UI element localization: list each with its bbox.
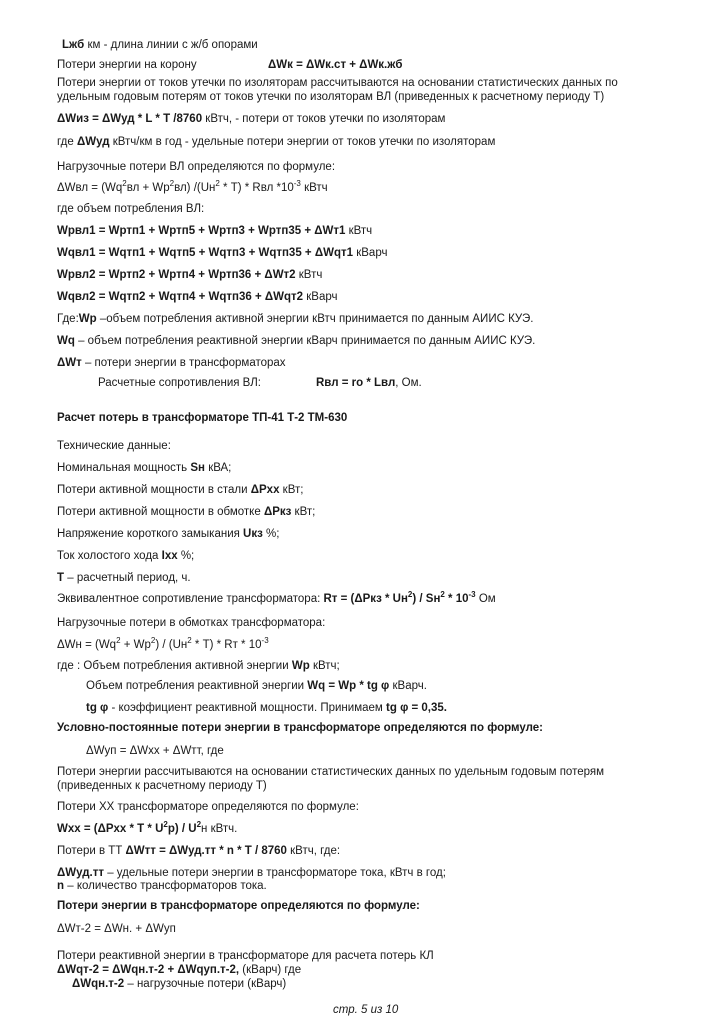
text-bold-segment: ΔWqт2 [264, 291, 304, 303]
formula-part: Rт = (ΔPкз * Uн [323, 593, 408, 605]
formula-sup: 2 [150, 636, 156, 645]
text-line [57, 246, 387, 260]
text-bold-segment: Wq [57, 335, 75, 347]
formula-winding-losses [57, 638, 269, 652]
text-segment: кВарч [353, 247, 388, 259]
formula-part: ΔWвл = (Wq [57, 182, 123, 194]
text-bold-segment: n [57, 880, 65, 892]
text-bold-segment: Wqвл2 = Wqтп2 + Wqтп4 + Wqтп36 + [57, 291, 265, 303]
text-segment: – удельные потери энергии в трансформаторе тока, кВтч в год; [104, 867, 446, 879]
text-segment: удельным годовым потерям от токов утечки по изоляторам ВЛ (приведенных к расчетному периоду Т) [57, 91, 605, 103]
formula-sup: -3 [261, 636, 269, 645]
text-bold-segment: ΔPхх [250, 484, 280, 496]
formula-sup: 2 [440, 590, 445, 599]
text-segment: Нагрузочные потери ВЛ определяются по формуле: [57, 161, 336, 173]
text-line [57, 483, 303, 497]
text-bold-segment: ΔWк = ΔWк.ст + ΔWк.жб [268, 59, 403, 71]
formula-sup: -3 [293, 179, 301, 188]
text-bold-segment: Т [57, 572, 65, 584]
formula-part: ) / Sн [412, 593, 441, 605]
text-line [57, 356, 286, 370]
text-segment: Потери энергии рассчитываются на основании статистических данных по удельным годовым потерям [57, 766, 604, 778]
text-segment: км - длина линии с ж/б опорами [84, 39, 258, 51]
text-line [57, 571, 191, 585]
text-segment: Потери ХХ трансформаторе определяются по формуле: [57, 801, 359, 813]
page-footer: стр. 5 из 10 [333, 1004, 399, 1016]
text-line [57, 224, 372, 238]
text-line [57, 922, 176, 936]
text-segment: кВтч [345, 225, 373, 237]
text-segment: кВтч; [309, 660, 340, 672]
text-bold-segment: Расчет потерь в трансформаторе ТП-41 Т-2 ТМ-630 [57, 412, 348, 424]
text-line [57, 135, 495, 149]
text-line [57, 334, 535, 348]
formula-sup: 2 [122, 179, 127, 188]
text-segment: Потери реактивной энергии в трансформаторе для расчета потерь КЛ [57, 950, 434, 962]
text-bold-segment: ΔWиз = ΔWуд * L * Т /8760 [57, 113, 203, 125]
text-line [57, 505, 315, 519]
text-segment: %; [177, 550, 195, 562]
formula-sup: 2 [169, 179, 175, 188]
formula-sup: 2 [196, 820, 202, 829]
formula-part: * 10 [444, 593, 469, 605]
formula-part: р) / U [167, 823, 197, 835]
text-bold-segment: Wрвл2 = Wртп2 + Wртп4 + Wртп36 + [57, 269, 265, 281]
text-segment: Объем потребления реактивной энергии [86, 680, 308, 692]
text-segment: Потери активной мощности в обмотке [57, 506, 264, 518]
text-line [57, 659, 340, 673]
text-segment: где объем потребления ВЛ: [57, 203, 205, 215]
text-segment: Потери энергии от токов утечки по изоляторам рассчитываются на основании статистических данных по [57, 77, 618, 89]
text-line [57, 616, 325, 630]
text-line [57, 866, 446, 880]
text-segment: , где [200, 745, 224, 757]
text-segment: кВтч/км в год - удельные потери энергии от токов утечки по изоляторам [109, 136, 496, 148]
formula-label: Эквивалентное сопротивление трансформатора: [57, 593, 324, 605]
text-segment: Где: [57, 313, 79, 325]
text-line [57, 112, 445, 126]
formula-no-load-losses [57, 822, 237, 836]
text-line [98, 376, 261, 390]
text-segment: где : Объем потребления активной энергии [57, 660, 292, 672]
text-bold-segment: tg φ [86, 702, 109, 714]
text-bold-segment: ΔWт2 [264, 269, 296, 281]
text-bold-segment: ΔWуд.тт [57, 867, 104, 879]
text-segment: – количество трансформаторов тока. [64, 880, 267, 892]
text-line [86, 701, 447, 715]
formula-part: Wхх [57, 823, 81, 835]
text-line [57, 58, 197, 72]
text-segment: кВА; [205, 462, 232, 474]
text-segment: ΔWт-2 = ΔWн. + ΔWуп [57, 923, 176, 935]
formula-part: * Т) * Rвл *10 [219, 182, 294, 194]
text-line [86, 744, 224, 758]
formula-sup: 2 [116, 636, 121, 645]
text-bold-segment: ΔWqн.т-2 [72, 978, 125, 990]
text-line [57, 268, 322, 282]
text-bold-segment: ΔWт1 [314, 225, 346, 237]
text-line [86, 679, 427, 693]
text-segment: – нагрузочные потери (кВарч) [124, 978, 287, 990]
formula-part: ) / (Uн [155, 639, 188, 651]
text-line [57, 411, 347, 425]
formula-part: вл + Wр [126, 182, 170, 194]
formula-part: = (ΔPхх * Т * U [80, 823, 164, 835]
text-line [57, 202, 204, 216]
text-segment: – объем потребления реактивной энергии кВарч принимается по данным АИИС КУЭ. [74, 335, 536, 347]
text-bold-segment: ΔPкз [263, 506, 292, 518]
formula-equivalent-resistance [57, 592, 496, 606]
text-segment: ΔWуп = ΔWхх + ΔWтт [86, 745, 201, 757]
text-segment: –объем потребления активной энергии кВтч принимается по данным АИИС КУЭ. [96, 313, 534, 325]
text-segment: - коэффициент реактивной мощности. Принимаем [108, 702, 387, 714]
formula-part: н кВтч. [201, 823, 238, 835]
formula-unit: кВтч [300, 182, 328, 194]
formula-part: ΔWн = (Wq [57, 639, 117, 651]
text-segment: кВарч [303, 291, 338, 303]
text-segment: Ток холостого хода [57, 550, 162, 562]
text-bold-segment: Sн [190, 462, 205, 474]
text-bold-segment: Rвл = ro * Lвл [316, 377, 396, 389]
text-line [57, 949, 434, 963]
text-line [57, 461, 231, 475]
text-bold-segment: Wр [291, 660, 310, 672]
text-bold-segment: Uкз [243, 528, 263, 540]
text-segment: кВтч, где: [286, 845, 341, 857]
text-segment: Технические данные: [57, 440, 171, 452]
text-bold-segment: ΔWт [57, 357, 82, 369]
text-bold-segment: ΔWqт1 [314, 247, 354, 259]
text-line [57, 800, 359, 814]
text-segment: Потери активной мощности в стали [57, 484, 251, 496]
formula-vl-losses [57, 181, 328, 195]
text-segment: (приведенных к расчетному периоду Т) [57, 780, 267, 792]
text-line [57, 439, 171, 453]
text-line [268, 58, 403, 72]
text-line [57, 765, 604, 779]
formula-sup: 2 [407, 590, 413, 599]
text-line [57, 527, 279, 541]
text-segment: – расчетный период, ч. [64, 572, 191, 584]
text-segment: (кВарч) где [239, 964, 302, 976]
text-bold-segment: Потери энергии в трансформаторе определяются по формуле: [57, 900, 420, 912]
text-line [57, 90, 604, 104]
text-segment: Потери в ТТ [57, 845, 126, 857]
text-segment: %; [262, 528, 280, 540]
text-segment: Номинальная мощность [57, 462, 191, 474]
text-line [57, 879, 267, 893]
text-line [72, 977, 286, 991]
text-bold-segment: Iхх [161, 550, 178, 562]
text-line [57, 549, 194, 563]
text-line [57, 76, 618, 90]
text-segment: кВт; [279, 484, 304, 496]
formula-sup: -3 [468, 590, 476, 599]
text-segment: – потери энергии в трансформаторах [81, 357, 286, 369]
text-line [57, 899, 420, 913]
text-bold-segment: Wрвл1 = Wртп1 + Wртп5 + Wртп3 + Wртп35 + [57, 225, 315, 237]
text-line [57, 160, 335, 174]
text-segment: Нагрузочные потери в обмотках трансформатора: [57, 617, 326, 629]
text-segment: кВтч, - потери от токов утечки по изоляторам [202, 113, 446, 125]
text-segment: кВт; [291, 506, 316, 518]
formula-sup: 2 [187, 636, 192, 645]
text-bold-segment: Wq = Wр * tg φ [307, 680, 390, 692]
text-bold-segment: Условно-постоянные потери энергии в трансформаторе определяются по формуле: [57, 722, 544, 734]
text-bold-segment: tg φ = 0,35. [386, 702, 447, 714]
text-line [316, 376, 422, 390]
text-segment: кВарч. [389, 680, 427, 692]
formula-part: вл) /(Uн [174, 182, 216, 194]
formula-sup: 2 [163, 820, 168, 829]
text-segment: , Ом. [395, 377, 422, 389]
text-line [57, 844, 340, 858]
formula-part: * Т) * Rт * 10 [191, 639, 262, 651]
formula-unit: Ом [475, 593, 496, 605]
formula-sup: 2 [215, 179, 220, 188]
text-bold-segment: ΔWтт = ΔWуд.тт * n * Т / 8760 [125, 845, 287, 857]
formula-part: + Wр [120, 639, 151, 651]
text-line [57, 779, 267, 793]
text-line [57, 963, 301, 977]
text-segment: где [57, 136, 77, 148]
text-segment: Расчетные сопротивления ВЛ: [98, 377, 261, 389]
text-segment: Потери энергии на корону [57, 59, 197, 71]
text-line [62, 38, 258, 52]
text-line [57, 312, 533, 326]
text-bold-segment: Lжб [62, 39, 85, 51]
text-segment: Напряжение короткого замыкания [57, 528, 244, 540]
text-bold-segment: ΔWуд [76, 136, 110, 148]
text-bold-segment: ΔWqт-2 = ΔWqн.т-2 + ΔWqуп.т-2, [57, 964, 240, 976]
text-bold-segment: Wqвл1 = Wqтп1 + Wqтп5 + Wqтп3 + Wqтп35 + [57, 247, 315, 259]
text-line [57, 290, 338, 304]
text-line [57, 721, 543, 735]
text-segment: кВтч [295, 269, 323, 281]
text-bold-segment: Wр [78, 313, 97, 325]
